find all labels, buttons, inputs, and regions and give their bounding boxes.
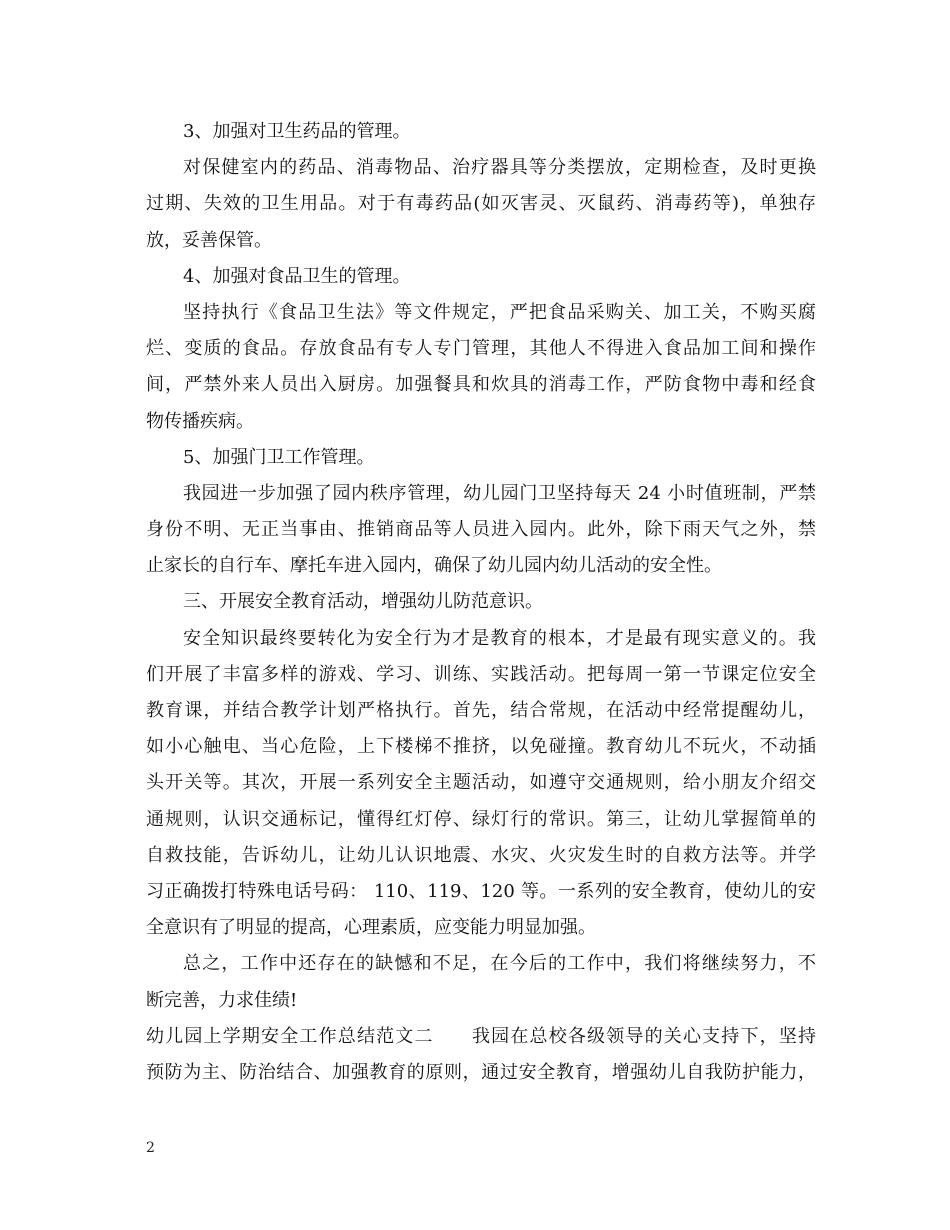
text-line: 总之，工作中还存在的缺憾和不足，在今后的工作中，我们将继续努力，不 (183, 953, 816, 975)
document-body (146, 114, 816, 1091)
text-line: 烂、变质的食品。存放食品有专人专门管理，其他人不得进入食品加工间和操作 (146, 338, 816, 360)
text-line: 预防为主、防治结合、加强教育的原则，通过安全教育，增强幼儿自我防护能力， (146, 1061, 816, 1083)
text-line: 断完善，力求佳绩! (146, 989, 298, 1011)
text-line: 止家长的自行车、摩托车进入园内，确保了幼儿园内幼儿活动的安全性。 (146, 555, 722, 577)
text-line: 对保健室内的药品、消毒物品、治疗器具等分类摆放，定期检查，及时更换 (183, 157, 816, 179)
text-line: 自救技能，告诉幼儿，让幼儿认识地震、水灾、火灾发生时的自救方法等。并学 (146, 844, 816, 866)
text-line: 安全知识最终要转化为安全行为才是教育的根本，才是最有现实意义的。我 (183, 627, 816, 649)
text-line: 习正确拨打特殊电话号码： 110、119、120 等。一系列的安全教育，使幼儿的安 (146, 880, 816, 902)
text-line: 三、开展安全教育活动，增强幼儿防范意识。 (183, 591, 543, 613)
text-line: 们开展了丰富多样的游戏、学习、训练、实践活动。把每周一第一节课定位安全 (146, 663, 816, 685)
text-line: 教育课，并结合教学计划严格执行。首先，结合常规，在活动中经常提醒幼儿， (146, 700, 816, 721)
text-line: 全意识有了明显的提高，心理素质，应变能力明显加强。 (146, 917, 596, 939)
text-line: 3、加强对卫生药品的管理。 (183, 121, 411, 142)
text-line: 我园进一步加强了园内秩序管理，幼儿园门卫坚持每天 24 小时值班制，严禁 (183, 482, 816, 504)
text-line: 间，严禁外来人员出入厨房。加强餐具和炊具的消毒工作，严防食物中毒和经食 (146, 374, 816, 396)
text-line: 幼儿园上学期安全工作总结范文二 我园在总校各级领导的关心支持下，坚持 (146, 1025, 816, 1047)
text-line: 5、加强门卫工作管理。 (183, 446, 375, 468)
text-line: 4、加强对食品卫生的管理。 (183, 265, 411, 287)
text-line: 过期、失效的卫生用品。对于有毒药品(如灭害灵、灭鼠药、消毒药等)，单独存 (146, 193, 816, 215)
text-line: 物传播疾病。 (146, 410, 254, 432)
text-line: 放，妥善保管。 (146, 229, 272, 251)
text-line: 通规则，认识交通标记，懂得红灯停、绿灯行的常识。第三，让幼儿掌握简单的 (146, 808, 816, 830)
text-line: 如小心触电、当心危险，上下楼梯不推挤，以免碰撞。教育幼儿不玩火，不动插 (146, 736, 816, 758)
text-line: 身份不明、无正当事由、推销商品等人员进入园内。此外，除下雨天气之外，禁 (146, 519, 816, 541)
text-line: 头开关等。其次，开展一系列安全主题活动，如遵守交通规则，给小朋友介绍交 (146, 772, 816, 794)
page-number: 2 (146, 1140, 155, 1156)
text-line: 坚持执行《食品卫生法》等文件规定，严把食品采购关、加工关，不购买腐 (183, 301, 816, 323)
